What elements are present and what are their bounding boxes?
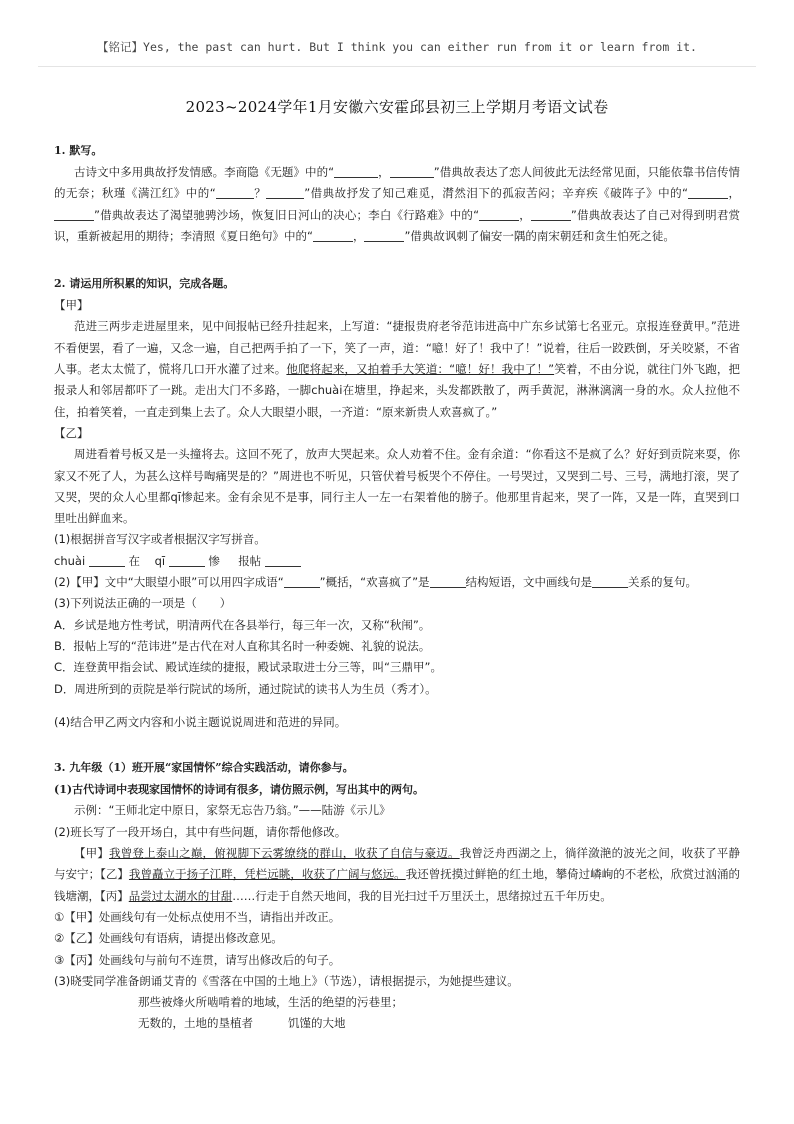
q1-text-part: ， — [519, 207, 531, 222]
q1-text-part: ， — [378, 165, 390, 179]
answer-blank[interactable] — [688, 185, 728, 199]
answer-blank[interactable] — [592, 574, 628, 588]
q1-text-part: ， — [352, 228, 365, 243]
pinyin-label: qī — [154, 553, 166, 568]
q1-text-part: ”借典故表达了渴望驰骋沙场，恢复旧日河山的决心；李白《行路难》中的“ — [94, 207, 480, 222]
speech-text: 【甲】 — [74, 846, 110, 861]
answer-blank[interactable] — [531, 207, 571, 221]
answer-blank[interactable] — [334, 164, 378, 178]
revision-item-1: ①【甲】处画线句有一处标点使用不当，请指出并改正。 — [54, 909, 341, 924]
underlined-sentence: 我曾登上泰山之巅，俯视脚下云雾缭绕的群山，收获了自信与豪迈。 — [109, 846, 460, 861]
poem-phrase: 那些被烽火所啮啃着的地域， — [138, 995, 288, 1010]
motto-header: 【铭记】Yes, the past can hurt. But I think you can either run from it or learn from it. — [97, 40, 697, 54]
passage-jia-label: 【甲】 — [54, 298, 89, 313]
passage-yi: 周进看着号板又是一头撞将去。这回不死了，放声大哭起来。众人劝着不住。金有余道：“你看这不是疯了么？好好到贡院来耍，你家又不死了人，为甚么这样号啕痛哭是的？”周进也不听见，只管伏着号板哭个不停住。一号哭过，又哭到二号、三号，满地打滚，哭了又哭，哭的众人心里都qī惨起来。金有余见不是事，同行主人一左一右架着他的膀子。他那里肯起来，哭了一阵，又是一阵，直哭到口里吐出鲜血来。 — [54, 447, 740, 526]
speech-text: 我曾泛舟西湖之上，徜徉潋滟的波光之间，收获了平静与安宁；【乙】 — [54, 846, 740, 882]
pinyin-label: 惨 — [208, 553, 220, 568]
q1-text-part: ， — [728, 186, 740, 201]
question-3-sub2: (2)班长写了一段开场白，其中有些问题，请你帮他修改。 — [54, 824, 347, 839]
poem-phrase: 无数的，土地的垦植者 — [138, 1016, 253, 1031]
subquestion-2-text: 结构短语，文中画线句是 — [465, 575, 593, 590]
passage-yi-label: 【乙】 — [54, 425, 89, 440]
subquestion-2 — [54, 572, 740, 593]
answer-blank[interactable] — [169, 553, 205, 567]
pinyin-label: chuài — [54, 553, 86, 568]
answer-blank[interactable] — [479, 207, 519, 221]
exam-content — [54, 140, 740, 1035]
example-line: 示例：“王师北定中原日，家祭无忘告乃翁。”——陆游《示儿》 — [74, 803, 391, 818]
answer-blank[interactable] — [430, 574, 466, 588]
passage-jia-text: 范进三两步走进屋里来，见中间报帖已经升挂起来，上写道：“捷报贵府老爷范讳进高中广东乡试第七名亚元。京报连登黄甲。”范进不看便罢，看了一遍，又念一遍，自己把两手拍了一下，笑了一声，道：“噫！好了！我中了！”说着，往后一跤跌倒，牙关咬紧，不省人事。老太太慌了，慌将几口开水灌了过来。 — [54, 319, 740, 377]
poem-excerpt — [54, 992, 740, 1035]
pinyin-label: 在 — [128, 553, 140, 568]
q1-text-part: ”借典故讽刺了偏安一隅的南宋朝廷和贪生怕死之徒。 — [404, 228, 675, 243]
question-3-heading: 3. 九年级（1）班开展“家国情怀”综合实践活动，请你参与。 — [54, 761, 354, 775]
passage-jia-text: 笑着，不由分说，就往门外飞跑，把报录人和邻居都吓了一跳。走出大门不多路，一脚chuài在塘里，挣起来，头发都跌散了，两手黄泥，淋淋漓漓一身的水。众人拉他不住，拍着笑着，一直走到集上去了。众人大眼望小眼，一齐道：“原来新贵人欢喜疯了。” — [54, 362, 741, 419]
subquestion-3: (3)下列说法正确的一项是（ ） — [54, 596, 232, 611]
subquestion-2-text: (2)【甲】文中“大眼望小眼”可以用四字成语“ — [54, 575, 284, 590]
option-a[interactable]: A．乡试是地方性考试，明清两代在各县举行，每三年一次，又称“秋闱”。 — [54, 617, 431, 632]
q1-text-part: 古诗文中多用典故抒发情感。李商隐《无题》中的“ — [74, 165, 335, 179]
speech-text: ……行走于自然天地间，我的目光扫过千万里沃土，思绪掠过五千年历史。 — [232, 888, 612, 903]
answer-blank[interactable] — [216, 185, 254, 199]
question-3-sub1: (1)古代诗词中表现家国情怀的诗词有很多，请仿照示例，写出其中的两句。 — [54, 783, 425, 797]
answer-blank[interactable] — [390, 164, 434, 178]
option-b[interactable]: B．报帖上写的“范讳进”是古代在对人直称其名时一种委婉、礼貌的说法。 — [54, 638, 431, 653]
subquestion-2-text: 关系的复句。 — [628, 575, 698, 590]
underlined-sentence: 我曾矗立于扬子江畔，凭栏远眺，收获了广阔与悠远。 — [128, 867, 406, 882]
q1-text-part: ”借典故抒发了知己难觅，潸然泪下的孤寂苦闷；辛弃疾《破阵子》中的“ — [304, 186, 689, 201]
subquestion-1: (1)根据拼音写汉字或者根据汉字写拼音。 — [54, 532, 266, 547]
poem-line — [138, 992, 740, 1013]
answer-blank[interactable] — [313, 228, 353, 242]
poem-phrase: 饥馑的大地 — [288, 1016, 346, 1031]
answer-blank[interactable] — [266, 185, 304, 199]
pinyin-label: 报帖 — [238, 553, 262, 568]
option-c[interactable]: C．连登黄甲指会试、殿试连续的捷报，殿试录取进士分三等，叫“三鼎甲”。 — [54, 660, 442, 675]
q1-text-part: ”借典故表达了自己对得到明君赏识，重新被起用的期待；李清照《夏日绝句》中的“ — [54, 207, 740, 243]
underlined-sentence: 品尝过太湖水的甘甜 — [128, 888, 233, 903]
option-d[interactable]: D．周进所到的贡院是举行院试的场所，通过院试的读书人为生员（秀才）。 — [54, 681, 437, 696]
answer-blank[interactable] — [284, 574, 320, 588]
revision-item-3: ③【丙】处画线句与前句不连贯，请写出修改后的句子。 — [54, 952, 341, 967]
subquestion-2-text: ”概括，“欢喜疯了”是 — [319, 575, 430, 590]
page-title: 2023~2024学年1月安徽六安霍邱县初三上学期月考语文试卷 — [185, 98, 609, 116]
revision-item-2: ②【乙】处画线句有语病，请提出修改意见。 — [54, 931, 283, 946]
speech-text: 我还曾抚摸过鲜艳的红土地，攀倚过嶙峋的不老松，欣赏过汹涌的钱塘潮，【丙】 — [54, 867, 741, 903]
pinyin-row — [54, 551, 740, 572]
poem-line — [138, 1013, 740, 1034]
question-3-sub3: (3)晓雯同学准备朗诵艾青的《雪落在中国的土地上》（节选），请根据提示，为她提些建议。 — [54, 973, 519, 988]
answer-blank[interactable] — [89, 553, 125, 567]
q1-text-part: ”借典故表达了恋人间彼此无法经常见面，只能依靠书信传情的无奈；秋瑾《满江红》中的“ — [54, 165, 740, 201]
answer-blank[interactable] — [364, 228, 404, 242]
passage-jia — [54, 316, 740, 422]
header-divider — [38, 66, 756, 67]
subquestion-4: (4)结合甲乙两文内容和小说主题说说周进和范进的异同。 — [54, 714, 347, 729]
q1-text-part: ？ — [253, 186, 267, 201]
poem-phrase: 生活的绝望的污巷里； — [288, 995, 403, 1010]
opening-speech — [54, 843, 740, 907]
question-2-heading: 2. 请运用所积累的知识，完成各题。 — [54, 277, 235, 291]
underlined-sentence: 他爬将起来，又拍着手大笑道：“噫！好！我中了！” — [286, 362, 555, 377]
answer-blank[interactable] — [54, 207, 94, 221]
answer-blank[interactable] — [265, 553, 301, 567]
question-1-text — [54, 162, 740, 247]
question-1-heading: 1. 默写。 — [54, 144, 103, 157]
